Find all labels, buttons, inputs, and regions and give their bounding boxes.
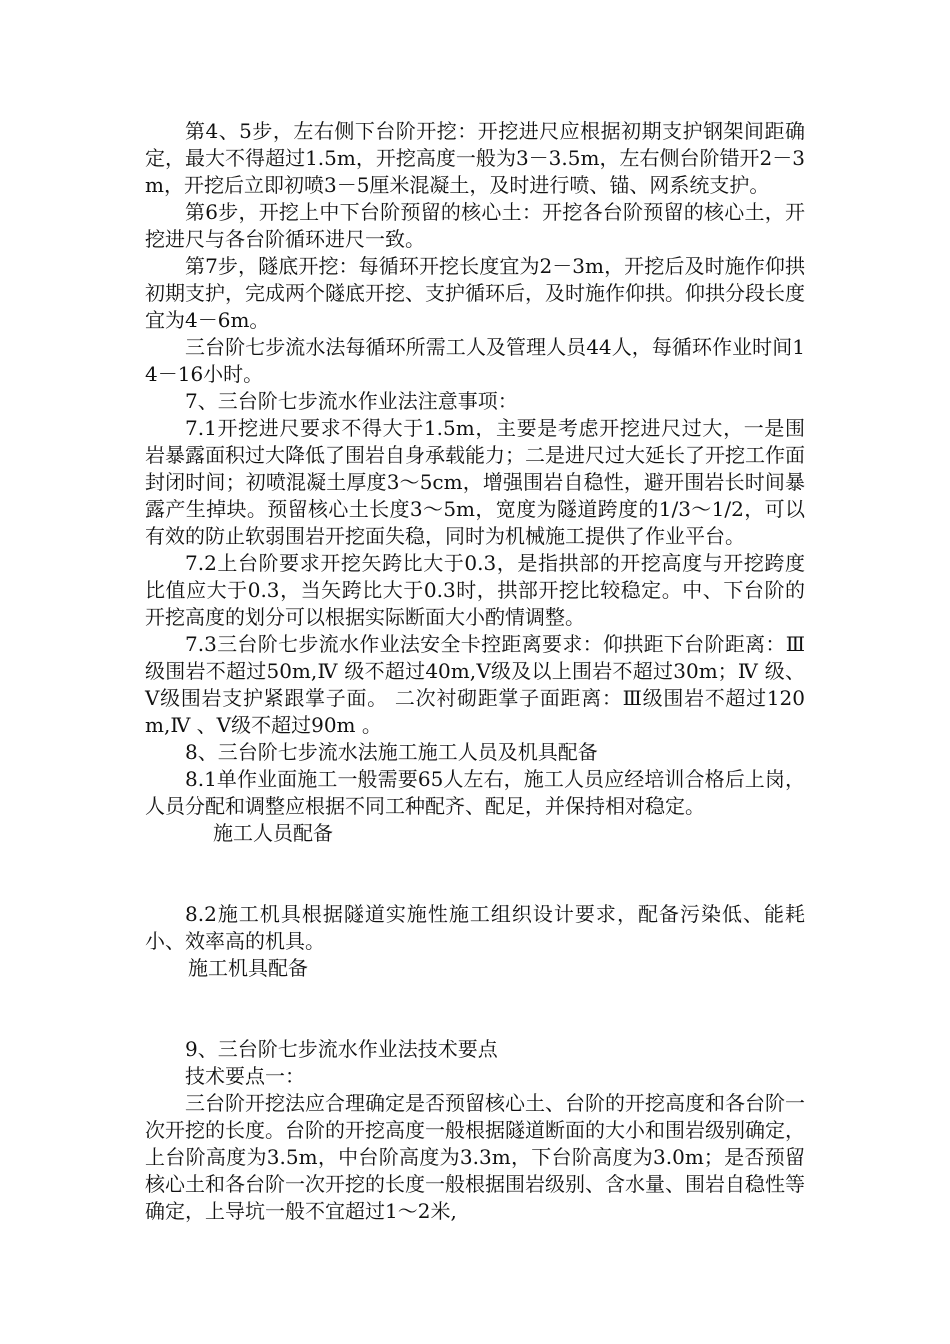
- document-body: [145, 118, 805, 1225]
- paragraph-step-6: 第6步，开挖上中下台阶预留的核心土：开挖各台阶预留的核心土，开挖进尺与各台阶循环进尺一致。: [145, 200, 805, 251]
- caption-equipment: 施工机具配备: [188, 956, 308, 980]
- point-1-heading: 技术要点一：: [185, 1064, 305, 1088]
- paragraph-8-1: 8.1单作业面施工一般需要65人左右，施工人员应经培训合格后上岗，人员分配和调整应根据不同工种配齐、配足，并保持相对稳定。: [145, 767, 805, 818]
- section-7-heading: 7、三台阶七步流水作业法注意事项：: [185, 389, 518, 413]
- paragraph-7-2: 7.2上台阶要求开挖矢跨比大于0.3，是指拱部的开挖高度与开挖跨度比值应大于0.3，当矢跨比大于0.3时，拱部开挖比较稳定。中、下台阶的开挖高度的划分可以根据实际断面大小酌情调整。: [145, 551, 805, 629]
- section-8-heading: 8、三台阶七步流水法施工施工人员及机具配备: [185, 740, 598, 764]
- paragraph-7-1: 7.1开挖进尺要求不得大于1.5m，主要是考虑开挖进尺过大，一是围岩暴露面积过大降低了围岩自身承载能力；二是进尺过大延长了开挖工作面封闭时间；初喷混凝土厚度3～5cm，增强围岩自稳性，避开围岩长时间暴露产生掉块。预留核心土长度3～5m，宽度为隧道跨度的1/3～1/2，可以有效的防止软弱围岩开挖面失稳，同时为机械施工提供了作业平台。: [145, 416, 805, 548]
- section-9-heading: 9、三台阶七步流水作业法技术要点: [185, 1037, 498, 1061]
- paragraph-7-3: 7.3三台阶七步流水作业法安全卡控距离要求：仰拱距下台阶距离：Ⅲ级围岩不超过50m,Ⅳ 级不超过40m,Ⅴ级及以上围岩不超过30m；Ⅳ 级、Ⅴ级围岩支护紧跟掌子面。 二次衬砌距掌子面距离：Ⅲ级围岩不超过120m,Ⅳ 、Ⅴ级不超过90m 。: [145, 632, 805, 737]
- paragraph-step-7: 第7步，隧底开挖：每循环开挖长度宜为2－3m，开挖后及时施作仰拱初期支护，完成两个隧底开挖、支护循环后，及时施作仰拱。仰拱分段长度宜为4－6m。: [145, 254, 805, 332]
- paragraph-step-4-5: 第4、5步，左右侧下台阶开挖：开挖进尺应根据初期支护钢架间距确定，最大不得超过1.5m，开挖高度一般为3－3.5m，左右侧台阶错开2－3m，开挖后立即初喷3－5厘米混凝土，及时进行喷、锚、网系统支护。: [145, 119, 805, 197]
- paragraph-workers: 三台阶七步流水法每循环所需工人及管理人员44人，每循环作业时间14－16小时。: [145, 335, 805, 386]
- paragraph-8-2: 8.2施工机具根据隧道实施性施工组织设计要求，配备污染低、能耗小、效率高的机具。: [145, 902, 805, 953]
- caption-personnel: 施工人员配备: [213, 821, 333, 845]
- point-1-text: 三台阶开挖法应合理确定是否预留核心土、台阶的开挖高度和各台阶一次开挖的长度。台阶的开挖高度一般根据隧道断面的大小和围岩级别确定，上台阶高度为3.5m，中台阶高度为3.3m，下台阶高度为3.0m；是否预留核心土和各台阶一次开挖的长度一般根据围岩级别、含水量、围岩自稳性等确定，上导坑一般不宜超过1～2米,: [145, 1091, 805, 1223]
